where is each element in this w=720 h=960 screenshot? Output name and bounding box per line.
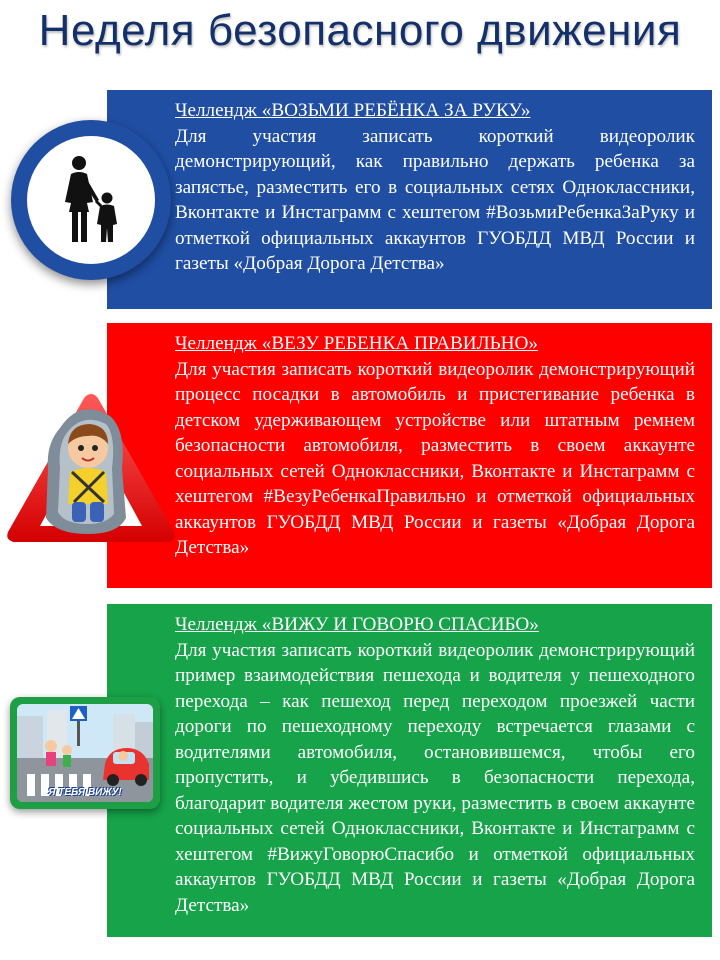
crossing-caption: Я ТЕБЯ ВИЖУ! [48, 787, 122, 798]
challenge-text [175, 98, 695, 277]
adult-child-pedestrian-icon [11, 120, 171, 280]
challenge-body: Для участия записать короткий видеоролик демонстрирующий, как правильно держать ребенка за запястье, разместить его в социальных сетях Одноклассники, Вконтакте и Инстаграмм с хештегом #ВозьмиРебенкаЗаРуку и отметкой официальных аккаунтов ГУОБДД МВД России и газеты «Добрая Дорога Детства» [175, 125, 695, 274]
challenge-text [175, 612, 695, 918]
adult-child-silhouette-icon [27, 136, 155, 264]
challenge-panel-thank-you [107, 604, 712, 937]
challenge-text [175, 331, 695, 561]
challenge-body: Для участия записать короткий видеоролик демонстрирующий процесс посадки в автомобиль и пристегивание ребенка в детском удерживающем устройстве или штатным ремнем безопасности автомобиля, разместить в своем аккаунте социальных сетей Одноклассники, Вконтакте и Инстаграмм с хештегом #ВезуРебенкаПравильно и отметкой официальных аккаунтов ГУОБДД МВД России и газеты «Добрая Дорога Детства» [175, 358, 695, 558]
challenge-body: Для участия записать короткий видеоролик демонстрирующий пример взаимодействия пешехода и водителя у пешеходного перехода – как пешеход перед переходом проезжей части дороги по пешеходному переходу встречается глазами с водителями автомобиля, остановившемся, чтобы его пропустить, и убедившись в безопасности перехода, благодарит водителя жестом руки, разместить в своем аккаунте социальных сетей Одноклассники, Вконтакте и Инстаграмм с хештегом #ВижуГоворюСпасибо и отметкой официальных аккаунтов ГУОБДД МВД России и газеты «Добрая Дорога Детства» [175, 639, 695, 916]
challenge-title: Челлендж «ВЕЗУ РЕБЕНКА ПРАВИЛЬНО» [175, 333, 538, 354]
child-car-seat-warning-icon [2, 388, 180, 548]
challenge-title: Челлендж «ВИЖУ И ГОВОРЮ СПАСИБО» [175, 614, 539, 635]
challenge-panel-car-seat [107, 323, 712, 588]
pedestrian-crossing-image [10, 697, 160, 809]
badge-inner-circle [27, 136, 155, 264]
crossing-scene [17, 704, 153, 802]
challenge-panel-hand [107, 90, 712, 309]
challenge-title: Челлендж «ВОЗЬМИ РЕБЁНКА ЗА РУКУ» [175, 100, 531, 121]
page-title: Неделя безопасного движения [38, 6, 682, 55]
